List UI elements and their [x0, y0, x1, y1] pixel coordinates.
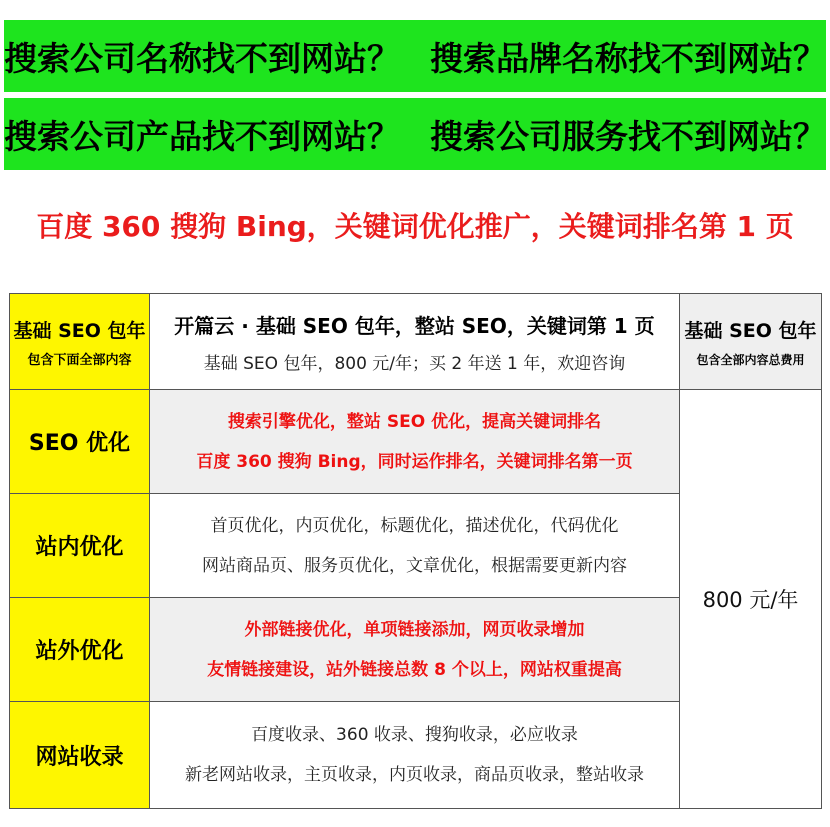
header-right-title: 基础 SEO 包年	[684, 319, 817, 342]
banner-product-service	[4, 98, 826, 170]
content-line: 友情链接建设，站外链接总数 8 个以上，网站权重提高	[207, 659, 622, 680]
header-mid-subtitle: 基础 SEO 包年，800 元/年；买 2 年送 1 年，欢迎咨询	[203, 353, 626, 374]
content-line: 百度 360 搜狗 Bing，同时运作排名，关键词排名第一页	[196, 451, 633, 472]
banner-text-right: 搜索品牌名称找不到网站？	[430, 38, 826, 78]
category-onsite: 站内优化	[10, 494, 150, 598]
content-line: 新老网站收录，主页收录，内页收录，商品页收录，整站收录	[185, 765, 644, 785]
category-seo: SEO 优化	[10, 390, 150, 494]
category-indexing: 网站收录	[10, 702, 150, 809]
content-line: 首页优化，内页优化，标题优化，描述优化，代码优化	[210, 515, 619, 536]
header-right-cell	[680, 294, 822, 390]
content-line: 外部链接优化，单项链接添加，网页收录增加	[244, 619, 585, 640]
row-content	[150, 598, 680, 702]
banner-text-left: 搜索公司产品找不到网站？	[4, 116, 400, 156]
table-row	[10, 390, 822, 494]
header-left-subtitle: 包含下面全部内容	[27, 352, 132, 368]
price-cell: 800 元/年	[680, 390, 822, 809]
header-left-cell	[10, 294, 150, 390]
header-left-title: 基础 SEO 包年	[13, 319, 146, 342]
row-content	[150, 494, 680, 598]
content-line: 搜索引擎优化，整站 SEO 优化，提高关键词排名	[227, 411, 602, 432]
row-content	[150, 702, 680, 809]
banner-text-left: 搜索公司名称找不到网站？	[4, 38, 400, 78]
header-right-subtitle: 包含全部内容总费用	[696, 352, 805, 367]
category-offsite: 站外优化	[10, 598, 150, 702]
header-mid-title: 开篇云 · 基础 SEO 包年，整站 SEO，关键词第 1 页	[174, 313, 655, 338]
header-mid-cell	[150, 294, 680, 390]
content-line: 网站商品页、服务页优化，文章优化，根据需要更新内容	[202, 555, 627, 576]
banner-text-right: 搜索公司服务找不到网站？	[430, 116, 826, 156]
content-line: 百度收录、360 收录、搜狗收录，必应收录	[251, 725, 578, 745]
banner-company-brand	[4, 20, 826, 92]
tagline: 百度 360 搜狗 Bing，关键词优化推广，关键词排名第 1 页	[36, 210, 794, 243]
table-header-row	[10, 294, 822, 390]
row-content	[150, 390, 680, 494]
seo-plan-table	[9, 293, 822, 809]
